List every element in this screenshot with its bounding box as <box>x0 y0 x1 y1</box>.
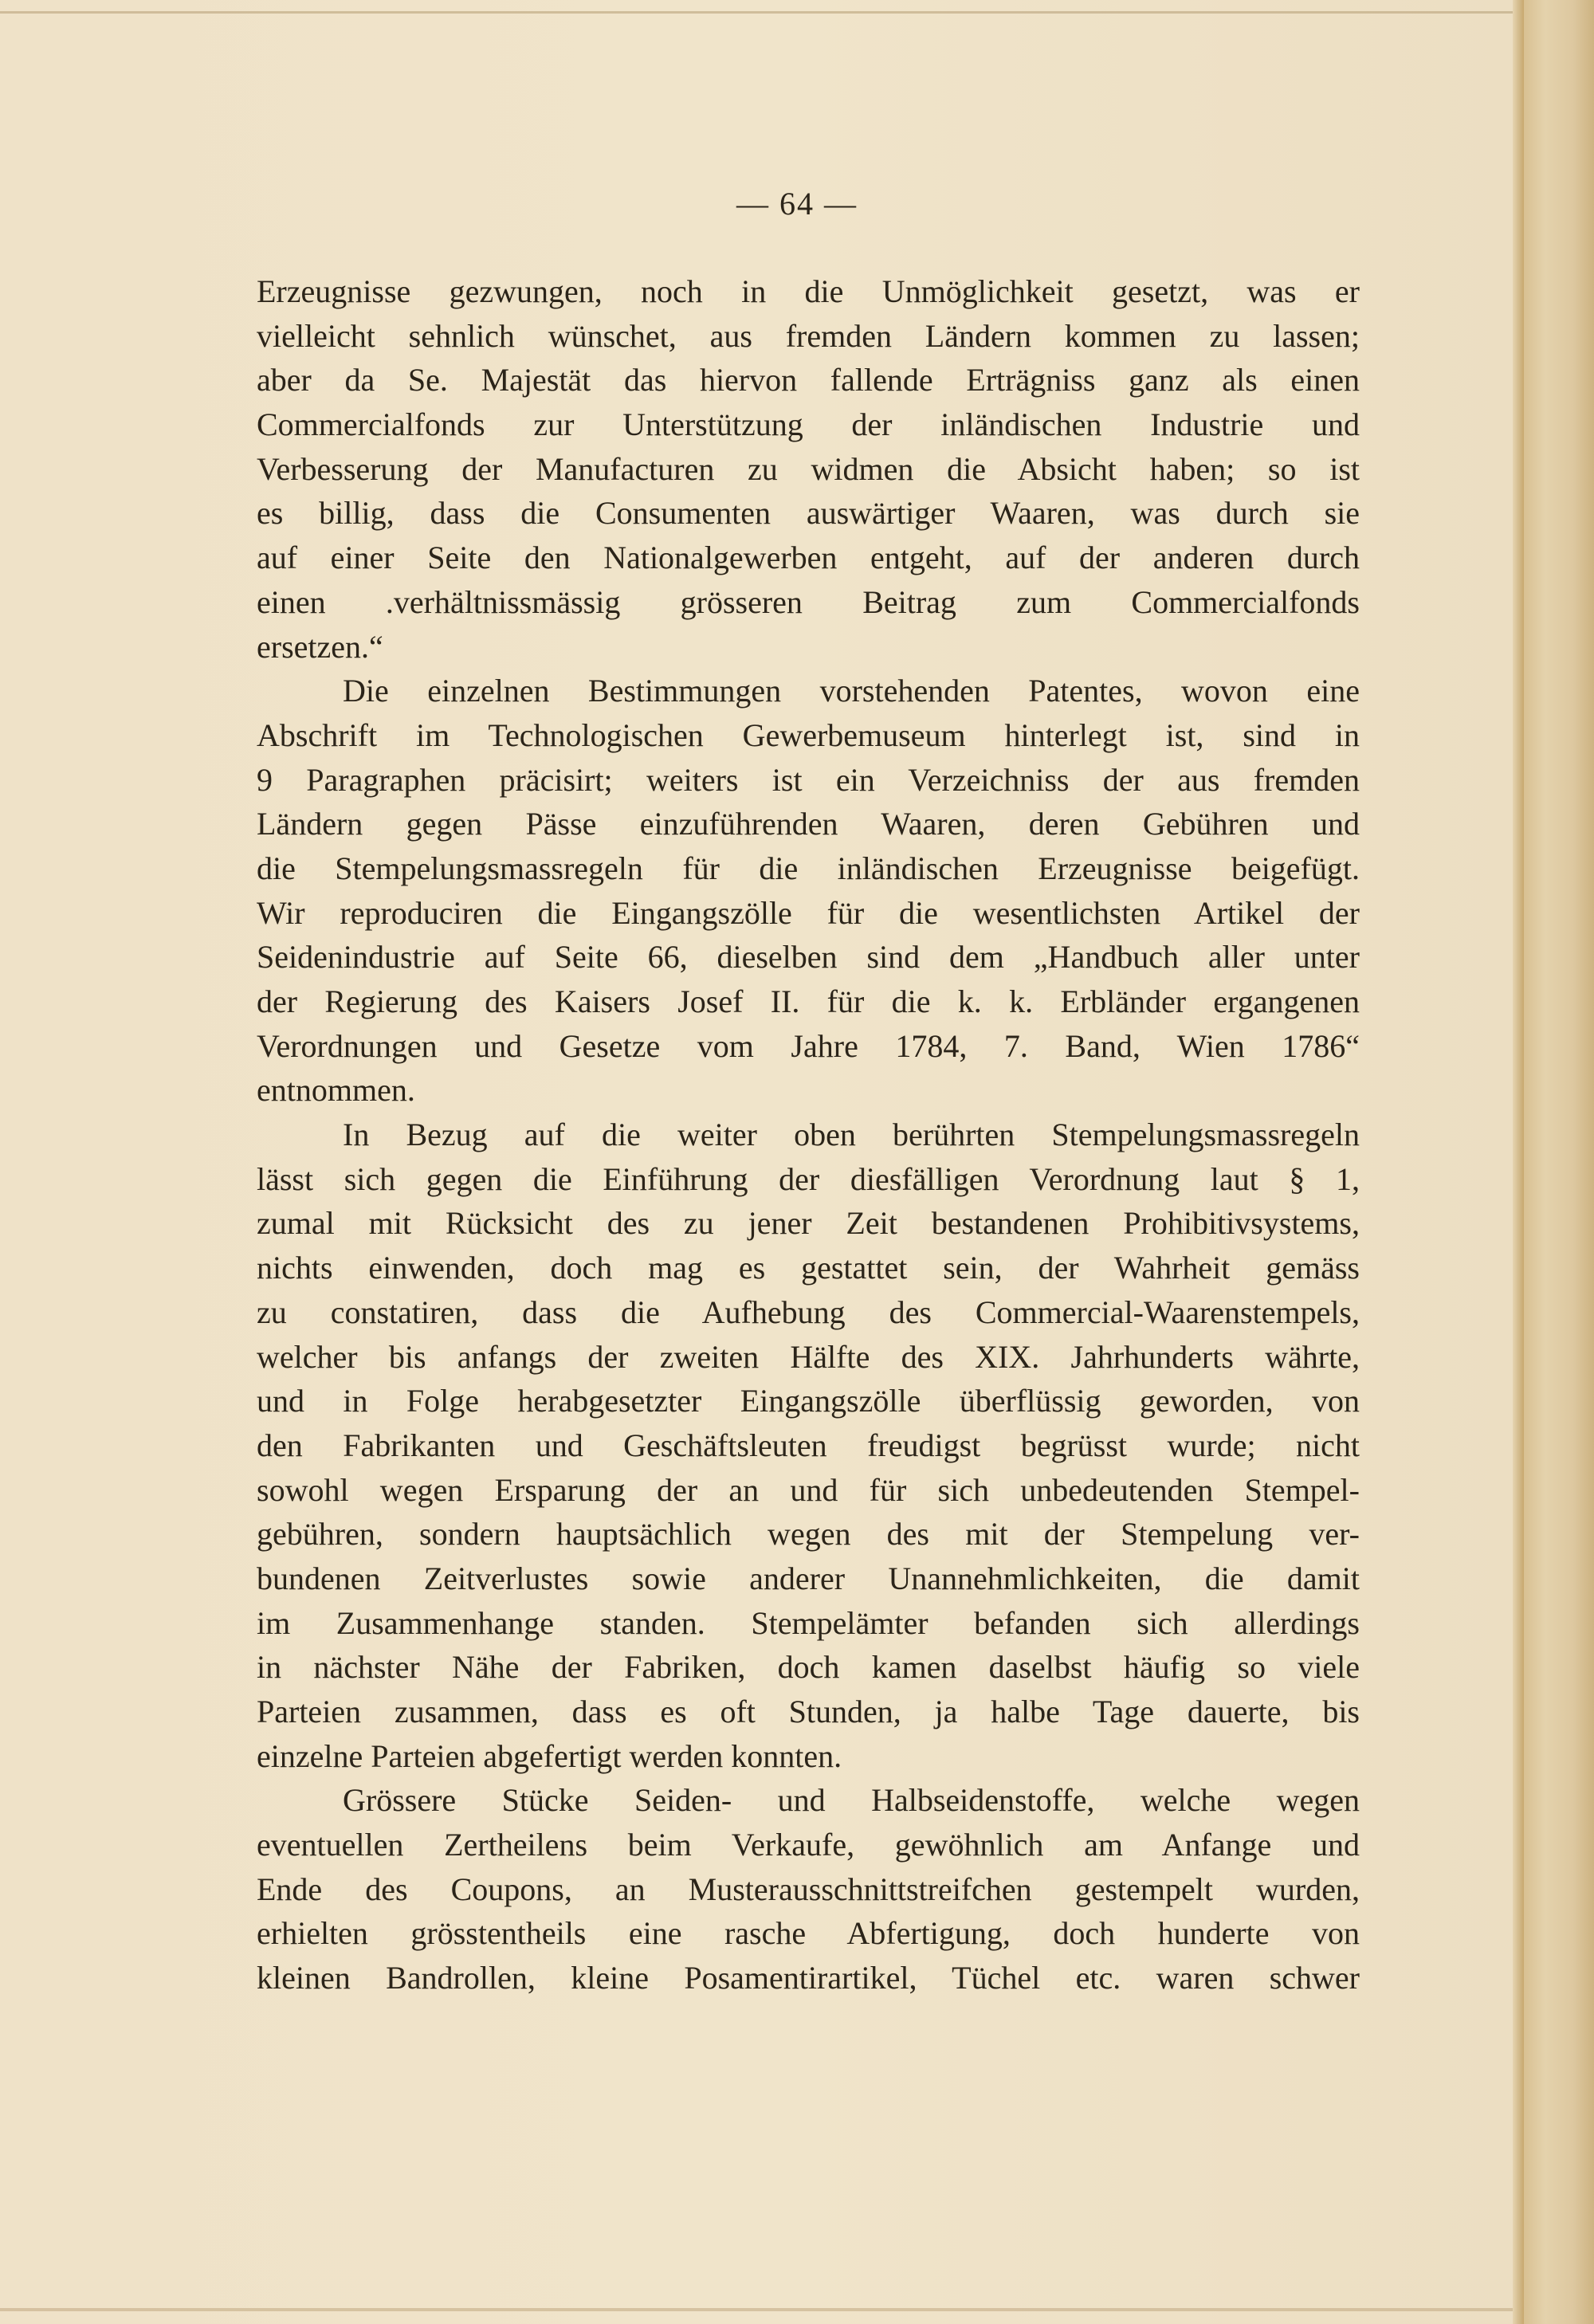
text-line: erhielten grösstentheils eine rasche Abfertigung, doch hunderte von <box>257 1915 1360 1952</box>
text-line: der Regierung des Kaisers Josef II. für die k. k. Erbländer ergangenen <box>257 983 1360 1019</box>
text-line: Verordnungen und Gesetze vom Jahre 1784, 7. Band, Wien 1786“ <box>257 1027 1360 1064</box>
text-line: in nächster Nähe der Fabriken, doch kamen daselbst häufig so viele <box>257 1649 1360 1686</box>
text-line: Erzeugnisse gezwungen, noch in die Unmöglichkeit gesetzt, was er <box>257 273 1360 309</box>
text-line: lässt sich gegen die Einführung der diesfälligen Verordnung laut § 1, <box>257 1160 1360 1197</box>
text-line: einzelne Parteien abgefertigt werden konnten. <box>257 1737 842 1774</box>
text-line: den Fabrikanten und Geschäftsleuten freudigst begrüsst wurde; nicht <box>257 1427 1360 1463</box>
text-line: aber da Se. Majestät das hiervon fallende Erträgniss ganz als einen <box>257 362 1360 398</box>
text-line: Die einzelnen Bestimmungen vorstehenden Patentes, wovon eine <box>343 673 1360 709</box>
text-line: auf einer Seite den Nationalgewerben entgeht, auf der anderen durch <box>257 540 1360 576</box>
text-line: Parteien zusammen, dass es oft Stunden, ja halbe Tage dauerte, bis <box>257 1694 1360 1729</box>
text-line: eventuellen Zertheilens beim Verkaufe, gewöhnlich am Anfange und <box>257 1827 1360 1863</box>
text-line: Ende des Coupons, an Musterausschnittstreifchen gestempelt wurden, <box>257 1871 1360 1907</box>
text-line: gebühren, sondern hauptsächlich wegen des mit der Stempelung ver- <box>257 1516 1360 1553</box>
text-line: die Stempelungsmassregeln für die inländischen Erzeugnisse beigefügt. <box>257 850 1360 886</box>
page-number: — 64 — <box>736 186 858 222</box>
text-line: es billig, dass die Consumenten auswärtiger Waaren, was durch sie <box>257 495 1360 532</box>
text-line: im Zusammenhange standen. Stempelämter befanden sich allerdings <box>257 1604 1360 1641</box>
text-line: einen .verhältnissmässig grösseren Beitrag zum Commercialfonds <box>257 583 1360 620</box>
text-line: vielleicht sehnlich wünschet, aus fremden Ländern kommen zu lassen; <box>257 317 1360 354</box>
text-line: sowohl wegen Ersparung der an und für sich unbedeutenden Stempel- <box>257 1471 1360 1508</box>
text-line: Commercialfonds zur Unterstützung der inländischen Industrie und <box>257 406 1360 443</box>
text-line: kleinen Bandrollen, kleine Posamentirartikel, Tüchel etc. waren schwer <box>257 1960 1360 1996</box>
text-line: zu constatiren, dass die Aufhebung des Commercial-Waarenstempels, <box>257 1294 1360 1330</box>
text-line: welcher bis anfangs der zweiten Hälfte des XIX. Jahrhunderts währte, <box>257 1338 1360 1375</box>
text-line: entnommen. <box>257 1072 415 1109</box>
text-line: Grössere Stücke Seiden- und Halbseidenstoffe, welche wegen <box>343 1782 1360 1819</box>
text-line: Seidenindustrie auf Seite 66, dieselben sind dem „Handbuch aller unter <box>257 939 1360 976</box>
text-line: nichts einwenden, doch mag es gestattet sein, der Wahrheit gemäss <box>257 1250 1360 1286</box>
text-line: Abschrift im Technologischen Gewerbemuseum hinterlegt ist, sind in <box>257 716 1360 753</box>
text-line: Verbesserung der Manufacturen zu widmen die Absicht haben; so ist <box>257 450 1360 487</box>
body-text <box>257 269 1360 2000</box>
page-fore-edge <box>1513 0 1524 2324</box>
text-line: Ländern gegen Pässe einzuführenden Waaren, deren Gebühren und <box>257 806 1360 842</box>
text-line: 9 Paragraphen präcisirt; weiters ist ein Verzeichniss der aus fremden <box>257 761 1360 798</box>
page-stack-edge <box>1524 0 1594 2324</box>
text-line: In Bezug auf die weiter oben berührten Stempelungsmassregeln <box>343 1117 1360 1153</box>
text-line: und in Folge herabgesetzter Eingangszölle überflüssig geworden, von <box>257 1383 1360 1419</box>
text-line: ersetzen.“ <box>257 628 383 665</box>
bottom-edge-rule <box>0 2308 1514 2311</box>
text-line: Wir reproduciren die Eingangszölle für die wesentlichsten Artikel der <box>257 894 1360 931</box>
text-line: bundenen Zeitverlustes sowie anderer Unannehmlichkeiten, die damit <box>257 1560 1360 1596</box>
text-line: zumal mit Rücksicht des zu jener Zeit bestandenen Prohibitivsystems, <box>257 1205 1360 1242</box>
top-edge-rule <box>0 11 1518 14</box>
